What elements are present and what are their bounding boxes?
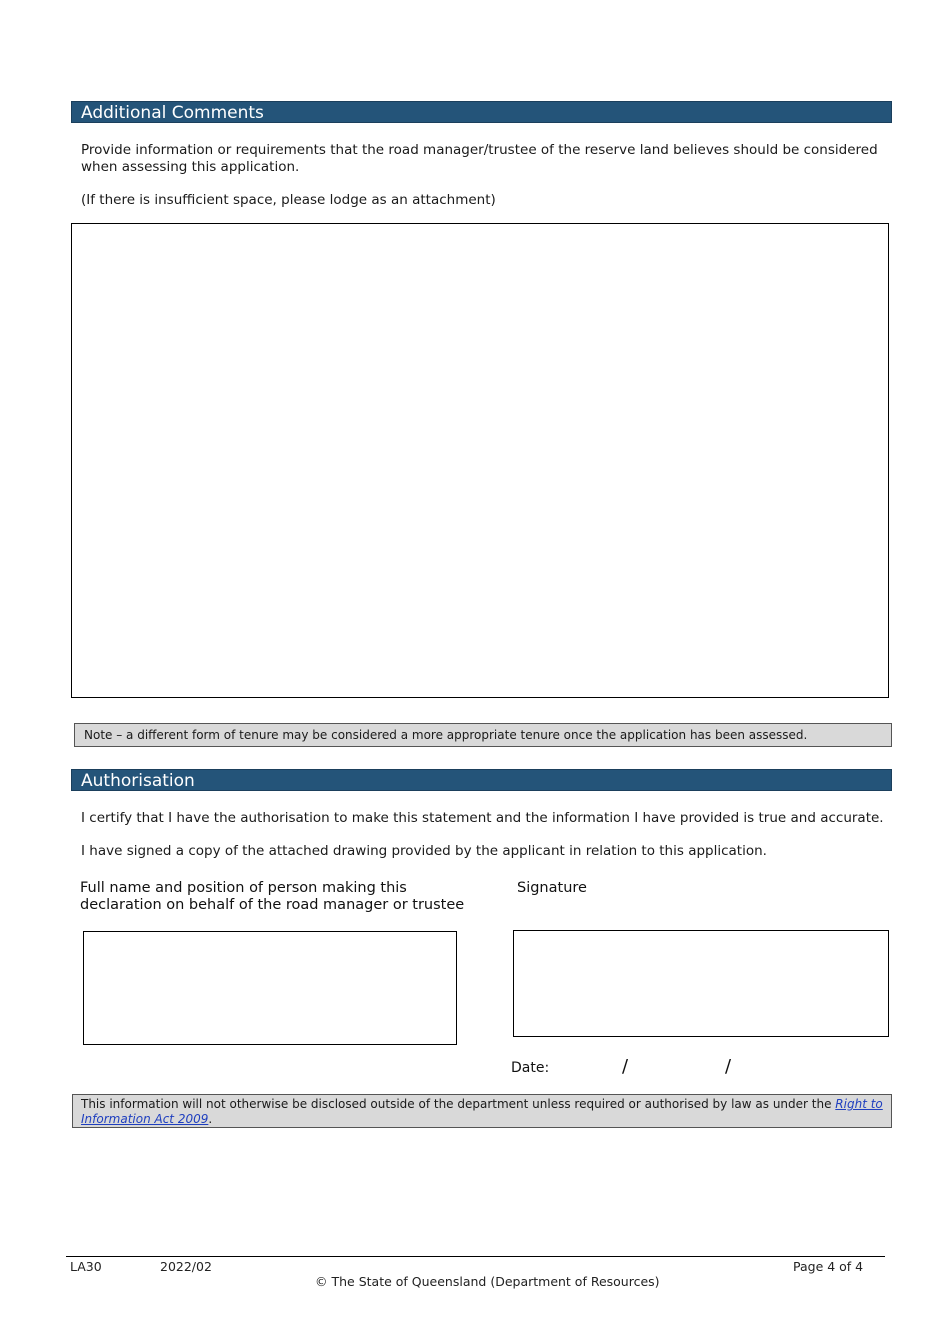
footer-page-number: Page 4 of 4 xyxy=(793,1259,864,1274)
date-label: Date: xyxy=(511,1060,550,1076)
tenure-note: Note – a different form of tenure may be considered a more appropriate tenure once the application has been assessed. xyxy=(74,723,892,747)
privacy-text-end: . xyxy=(208,1112,213,1126)
full-name-label xyxy=(80,880,464,914)
authorisation-heading: Authorisation xyxy=(71,769,892,791)
footer-version: 2022/02 xyxy=(160,1259,212,1274)
privacy-text: This information will not otherwise be disclosed outside of the department unless required or authorised by law as under the xyxy=(81,1097,836,1111)
privacy-note xyxy=(72,1094,892,1128)
date-separator-1: / xyxy=(622,1056,629,1077)
signature-label: Signature xyxy=(517,880,587,896)
date-field[interactable] xyxy=(560,1058,730,1078)
full-name-label-line2: declaration on behalf of the road manager or trustee xyxy=(80,897,465,913)
footer-copyright: © The State of Queensland (Department of Resources) xyxy=(315,1274,660,1289)
additional-comments-field[interactable] xyxy=(71,223,889,698)
date-separator-2: / xyxy=(725,1056,732,1077)
full-name-field[interactable] xyxy=(83,931,457,1045)
signed-drawing-statement: I have signed a copy of the attached drawing provided by the applicant in relation to this application. xyxy=(81,843,767,859)
certify-statement: I certify that I have the authorisation to make this statement and the information I have provided is true and accurate. xyxy=(81,810,884,826)
footer-form-code: LA30 xyxy=(70,1259,102,1274)
right-to-information-act-link[interactable]: Right to Information Act 2009 xyxy=(81,1097,883,1126)
full-name-label-line1: Full name and position of person making this xyxy=(80,880,407,896)
footer-divider xyxy=(66,1256,885,1257)
additional-comments-heading: Additional Comments xyxy=(71,101,892,123)
additional-comments-instruction: Provide information or requirements that the road manager/trustee of the reserve land believes should be considered when assessing this application. xyxy=(81,142,878,175)
signature-field[interactable] xyxy=(513,930,889,1037)
insufficient-space-note: (If there is insufficient space, please lodge as an attachment) xyxy=(81,192,496,208)
